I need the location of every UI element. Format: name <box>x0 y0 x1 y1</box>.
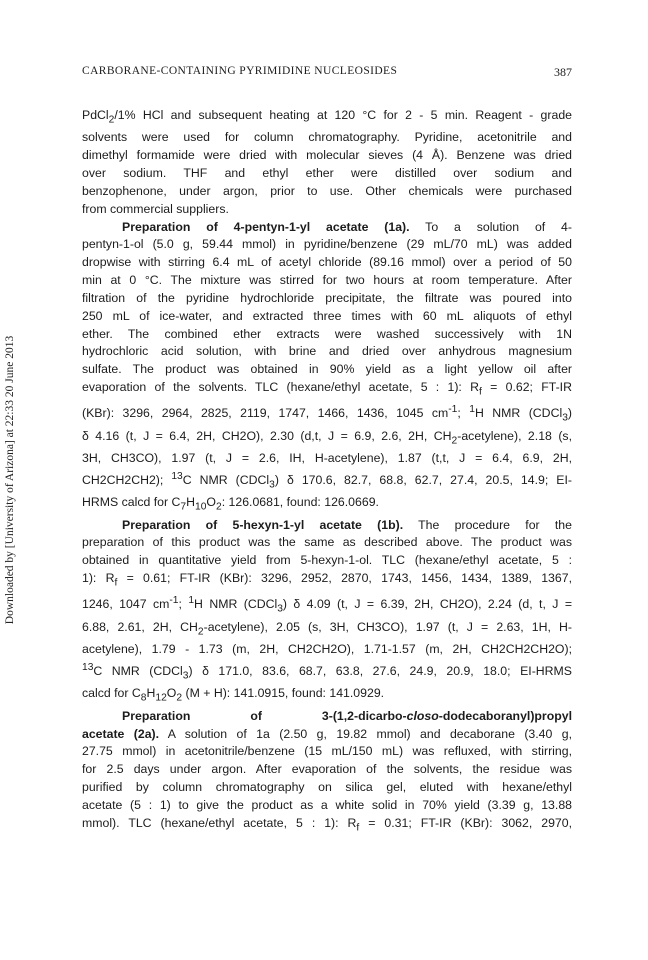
text-line: 3H, CH3CO), 1.97 (t, J = 2.6, IH, H-acetylene), 1.87 (t,t, J = 6.4, 6.9, 2H, <box>82 451 572 466</box>
text-line: filtration of the pyridine hydrochloride precipitate, the filtrate was poured into <box>82 290 572 305</box>
text-line: 6.88, 2.61, 2H, $CH_2-acetylene$), 2.05 (s, 3H, CH3CO), 1.97 (t, J = 2.63, 1H, H- <box>82 619 572 638</box>
text-line: acetylene), 1.79 - 1.73 (m, 2H, CH2CH2O), 1.71-1.57 (m, 2H, CH2CH2CH2O); <box>82 642 572 657</box>
text-line: 1): $R_f = 0.61$; FT-IR (KBr): 3296, 2952, 2870, 1743, 1456, 1434, 1389, 1367, <box>82 571 572 589</box>
text-line: pentyn-1-ol (5.0 g, 59.44 mmol) in pyridine/benzene (29 mL/70 mL) was added <box>82 237 572 252</box>
download-notice-sidebar <box>1 250 19 710</box>
text-line: 1246, 1047 $cm^{-1}$; $^1$H NMR (CDCl$_3$) δ 4.09 (t, J = 6.39, 2H, CH2O), 2.24 (d, t, J = <box>82 595 572 615</box>
text-line: solvents were used for column chromatography. Pyridine, acetonitrile and <box>82 130 572 145</box>
text-line: 250 mL of ice-water, and extracted three times with 60 mL aliquots of ethyl <box>82 308 572 323</box>
text-line: for 2.5 days under argon. After evaporation of the solvents, the residue was <box>82 762 572 777</box>
text-line: δ 4.16 (t, J = 6.4, 2H, CH2O), 2.30 (d,t, J = 6.9, 2.6, 2H, $CH_2-acetylene$), 2.18 (s, <box>82 428 572 447</box>
text-line: evaporation of the solvents. TLC (hexane/ethyl acetate, 5 : 1): $R_f = 0.62$; FT-IR <box>82 380 572 398</box>
text-line: from commercial suppliers. <box>82 201 229 216</box>
page-header <box>82 65 572 83</box>
text-line: $^{13}$C NMR (CDCl$_3$) δ 171.0, 83.6, 68.7, 63.8, 27.6, 24.9, 20.9, 18.0; EI-HRMS <box>82 661 572 682</box>
download-notice: Downloaded by [University of Arizona] at 22:33 20 June 2013 <box>4 335 16 625</box>
page-number: 387 <box>554 65 572 79</box>
text-line: benzophenone, under argon, prior to use. Other chemicals were purchased <box>82 183 572 198</box>
text-line: min at 0 °C. The mixture was stirred for two hours at room temperature. After <box>82 273 572 288</box>
text-line: dimethyl formamide were dried with molecular sieves (4 Å). Benzene was dried <box>82 148 572 163</box>
text-line: dropwise with stirring 6.4 mL of acetyl chloride (89.16 mmol) over a period of 50 <box>82 255 572 270</box>
section-heading-line: Preparation of 4-pentyn-1-yl acetate (1a). To a solution of 4- <box>122 219 572 234</box>
section-heading-line: Preparation of 5-hexyn-1-yl acetate (1b). The procedure for the <box>122 517 572 532</box>
text-line: ether. The combined ether extracts were washed successively with 1N <box>82 326 572 341</box>
text-line: calcd for $C_8H_{12}O_2$ (M + H): 141.0915, found: 141.0929. <box>82 686 385 704</box>
running-head: CARBORANE-CONTAINING PYRIMIDINE NUCLEOSIDES <box>82 65 398 77</box>
text-line: obtained in quantitative yield from 5-hexyn-1-ol. TLC (hexane/ethyl acetate, 5 : <box>82 553 572 568</box>
text-line: PdCl$_2$/1% HCl and subsequent heating at 120 °C for 2 - 5 min. Reagent - grade <box>82 108 572 126</box>
text-line: over sodium. THF and ethyl ether were distilled over sodium and <box>82 165 572 180</box>
text-line: purified by column chromatography on silica gel, eluted with hexane/ethyl <box>82 780 572 795</box>
body-text <box>82 107 572 837</box>
text-line: mmol). TLC (hexane/ethyl acetate, 5 : 1): $R_f = 0.31$; FT-IR (KBr): 3062, 2970, <box>82 815 572 834</box>
text-line: hydrochloric acid solution, with brine and dried over anhydrous magnesium <box>82 344 572 359</box>
text-line: HRMS calcd for $C_7H_{10}O_2$: 126.0681, found: 126.0669. <box>82 495 379 513</box>
text-line: (KBr): 3296, 2964, 2825, 2119, 1747, 1466, 1436, 1045 $cm^{-1}$; $^1$H NMR (CDCl$_3$) <box>82 404 572 424</box>
section-heading-line: Preparation of 3-(1,2-dicarbo-closo-dodecaboranyl)propyl <box>122 708 572 723</box>
text-line: acetate (5 : 1) to give the product as a white solid in 70% yield (3.39 g, 13.88 <box>82 797 572 812</box>
text-line: sulfate. The product was obtained in 90% yield as a light yellow oil after <box>82 362 572 377</box>
text-line: 27.75 mmol) in acetonitrile/benzene (15 mL/150 mL) was refluxed, with stirring, <box>82 744 572 759</box>
text-line: CH2CH2CH2); $^{13}$C NMR (CDCl$_3$) δ 170.6, 82.7, 68.8, 62.7, 27.4, 20.5, 14.9; EI- <box>82 470 572 491</box>
text-line: preparation of this product was the same as described above. The product was <box>82 535 572 550</box>
text-line: acetate (2a). A solution of 1a (2.50 g, 19.82 mmol) and decaborane (3.40 g, <box>82 726 572 741</box>
